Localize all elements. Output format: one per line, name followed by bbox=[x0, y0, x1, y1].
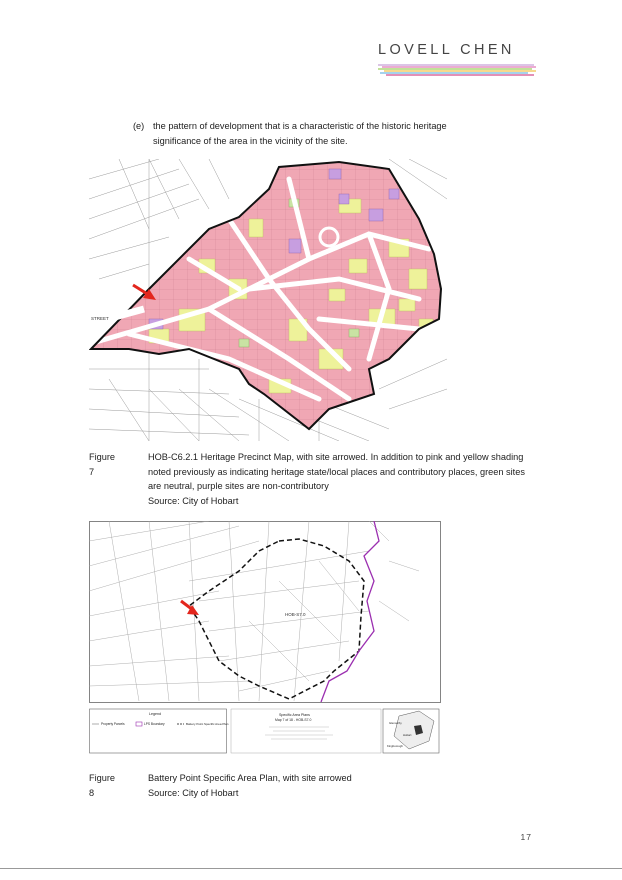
legend-item-lps: LPS Boundary bbox=[144, 722, 165, 726]
legend-item-parcels: Property Parcels bbox=[101, 722, 125, 726]
specific-area-plan-map bbox=[89, 521, 441, 766]
logo-stripes bbox=[378, 64, 536, 76]
page-number: 17 bbox=[520, 832, 532, 842]
area-label: HOB-S7.0 bbox=[285, 612, 306, 617]
figure-7-caption-text: HOB-C6.2.1 Heritage Precinct Map, with site arrowed. In addition to pink and yellow shading noted previously as indicating heritage state/local places and contributory places, green sites are neutral, purple sites are non-contributory bbox=[148, 452, 525, 491]
street-label: STREET bbox=[91, 316, 109, 321]
plan-subtitle: Map 7 of 18 - HOB-S7.0 bbox=[275, 718, 312, 722]
paragraph-text: the pattern of development that is a characteristic of the historic heritage significance of the area in the vicinity of the site. bbox=[153, 121, 447, 146]
logo-text: LOVELL CHEN bbox=[378, 42, 515, 58]
lovell-chen-logo bbox=[378, 42, 533, 58]
list-marker: (e) bbox=[133, 121, 145, 131]
plan-title: Specific Area Plans bbox=[279, 713, 310, 717]
legend-item-sap: Battery Point Specific Area Plan bbox=[186, 722, 229, 726]
inset-label-glenorchy: Glenorchy bbox=[389, 721, 402, 725]
figure-8-source: Source: City of Hobart bbox=[148, 787, 239, 798]
legend-title: Legend bbox=[149, 712, 161, 716]
inset-label-hobart: Hobart bbox=[403, 733, 412, 737]
figure-8-label: Figure 8 bbox=[89, 773, 116, 798]
heritage-precinct-map bbox=[89, 159, 447, 441]
figure-7-label: Figure 7 bbox=[89, 452, 116, 477]
bottom-rule bbox=[0, 868, 622, 869]
figure-8-caption-text: Battery Point Specific Area Plan, with site arrowed bbox=[148, 773, 352, 783]
criterion-e-paragraph bbox=[133, 119, 493, 148]
inset-label-kingborough: Kingborough bbox=[387, 744, 403, 748]
figure-7-source: Source: City of Hobart bbox=[148, 495, 239, 506]
